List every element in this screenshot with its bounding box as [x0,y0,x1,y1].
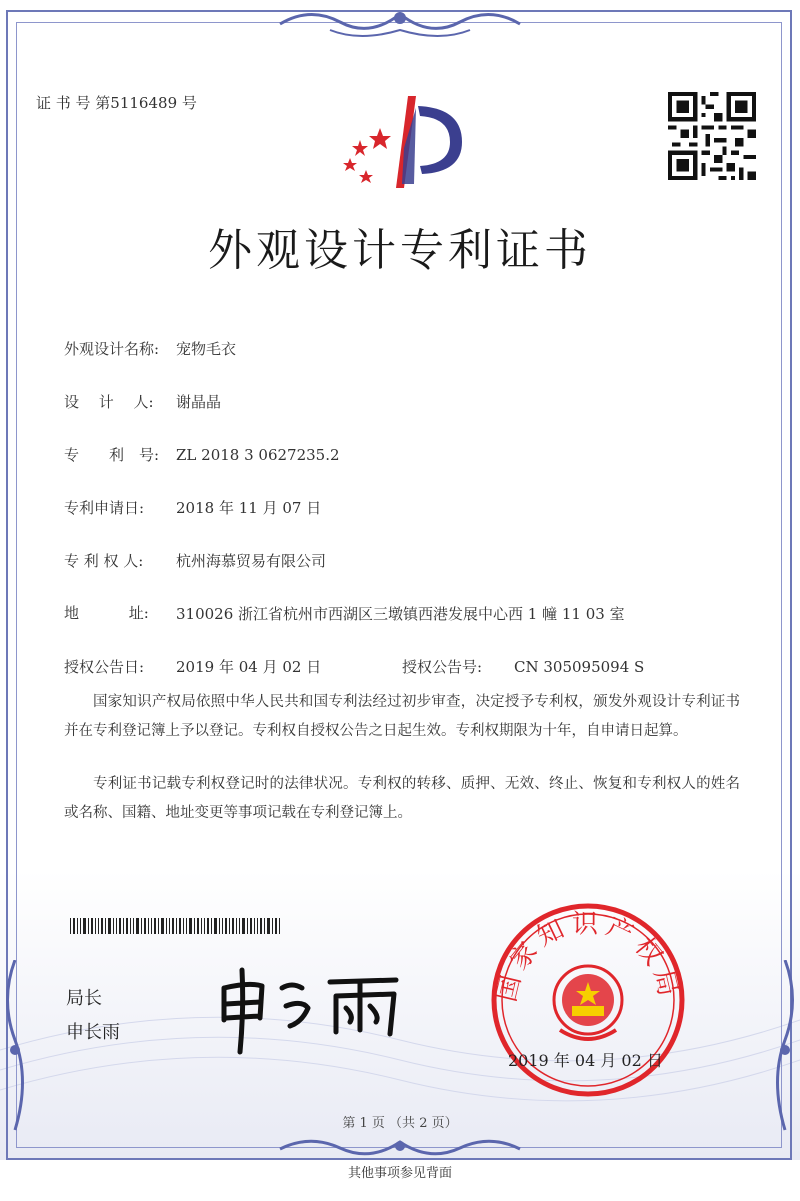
director-name: 申长雨 [66,1022,120,1043]
field-address [64,602,176,623]
field-label: 专利申请日: [64,499,145,517]
qr-code [668,92,756,180]
field-design-name [64,338,236,359]
field-value: 2018 年 11 月 07 日 [176,499,322,517]
page-indicator: 第 1 页 （共 2 页） [342,1116,458,1131]
field-label: 外观设计名称: [64,340,160,358]
footer-note: 其他事项参见背面 [347,1166,452,1181]
body-paragraph-2: 专利证书记载专利权登记时的法律状况。专利权的转移、质押、无效、终止、恢复和专利权人的姓名或名称、国籍、地址变更等事项记载在专利登记簿上。 [64,776,740,821]
director-title: 局长 [66,988,102,1009]
field-label: 授权公告号: [402,658,483,676]
field-address-value: 310026 浙江省杭州市西湖区三墩镇西港发展中心西 1 幢 11 03 室 [176,605,625,623]
body-paragraph-1: 国家知识产权局依照中华人民共和国专利法经过初步审查，决定授予专利权，颁发外观设计专利证书并在专利登记簿上予以登记。专利权自授权公告之日起生效。专利权期限为十年，自申请日起算。 [64,694,740,739]
certificate-title: 外观设计专利证书 [208,225,592,276]
field-application-date [64,497,321,518]
field-value: 宠物毛衣 [176,340,237,358]
field-value: 谢晶晶 [176,393,222,411]
bottom-ornament [270,1134,530,1164]
field-grant-number [402,656,644,677]
certificate-number: 证 书 号 第5116489 号 [36,94,197,112]
field-value: 杭州海慕贸易有限公司 [176,552,327,570]
seal-date: 2019 年 04 月 02 日 [508,1051,663,1070]
field-label: 设 计 人: [64,393,154,411]
field-designer [64,391,221,412]
field-label: 地 址: [64,604,149,622]
field-label: 专 利 号: [64,446,160,464]
field-value: CN 305095094 S [514,658,645,676]
field-patentee [64,550,326,571]
field-grant-date [64,656,321,677]
patent-office-logo [330,88,470,198]
field-label: 专 利 权 人: [64,552,144,570]
field-value: 2019 年 04 月 02 日 [176,658,322,676]
field-value: ZL 2018 3 0627235.2 [176,446,340,464]
field-patent-number [64,444,340,465]
field-label: 授权公告日: [64,658,145,676]
top-ornament [270,4,530,44]
barcode [70,918,280,934]
director-signature [210,960,410,1060]
seal-text: 国家知识产权局 [491,909,685,1005]
